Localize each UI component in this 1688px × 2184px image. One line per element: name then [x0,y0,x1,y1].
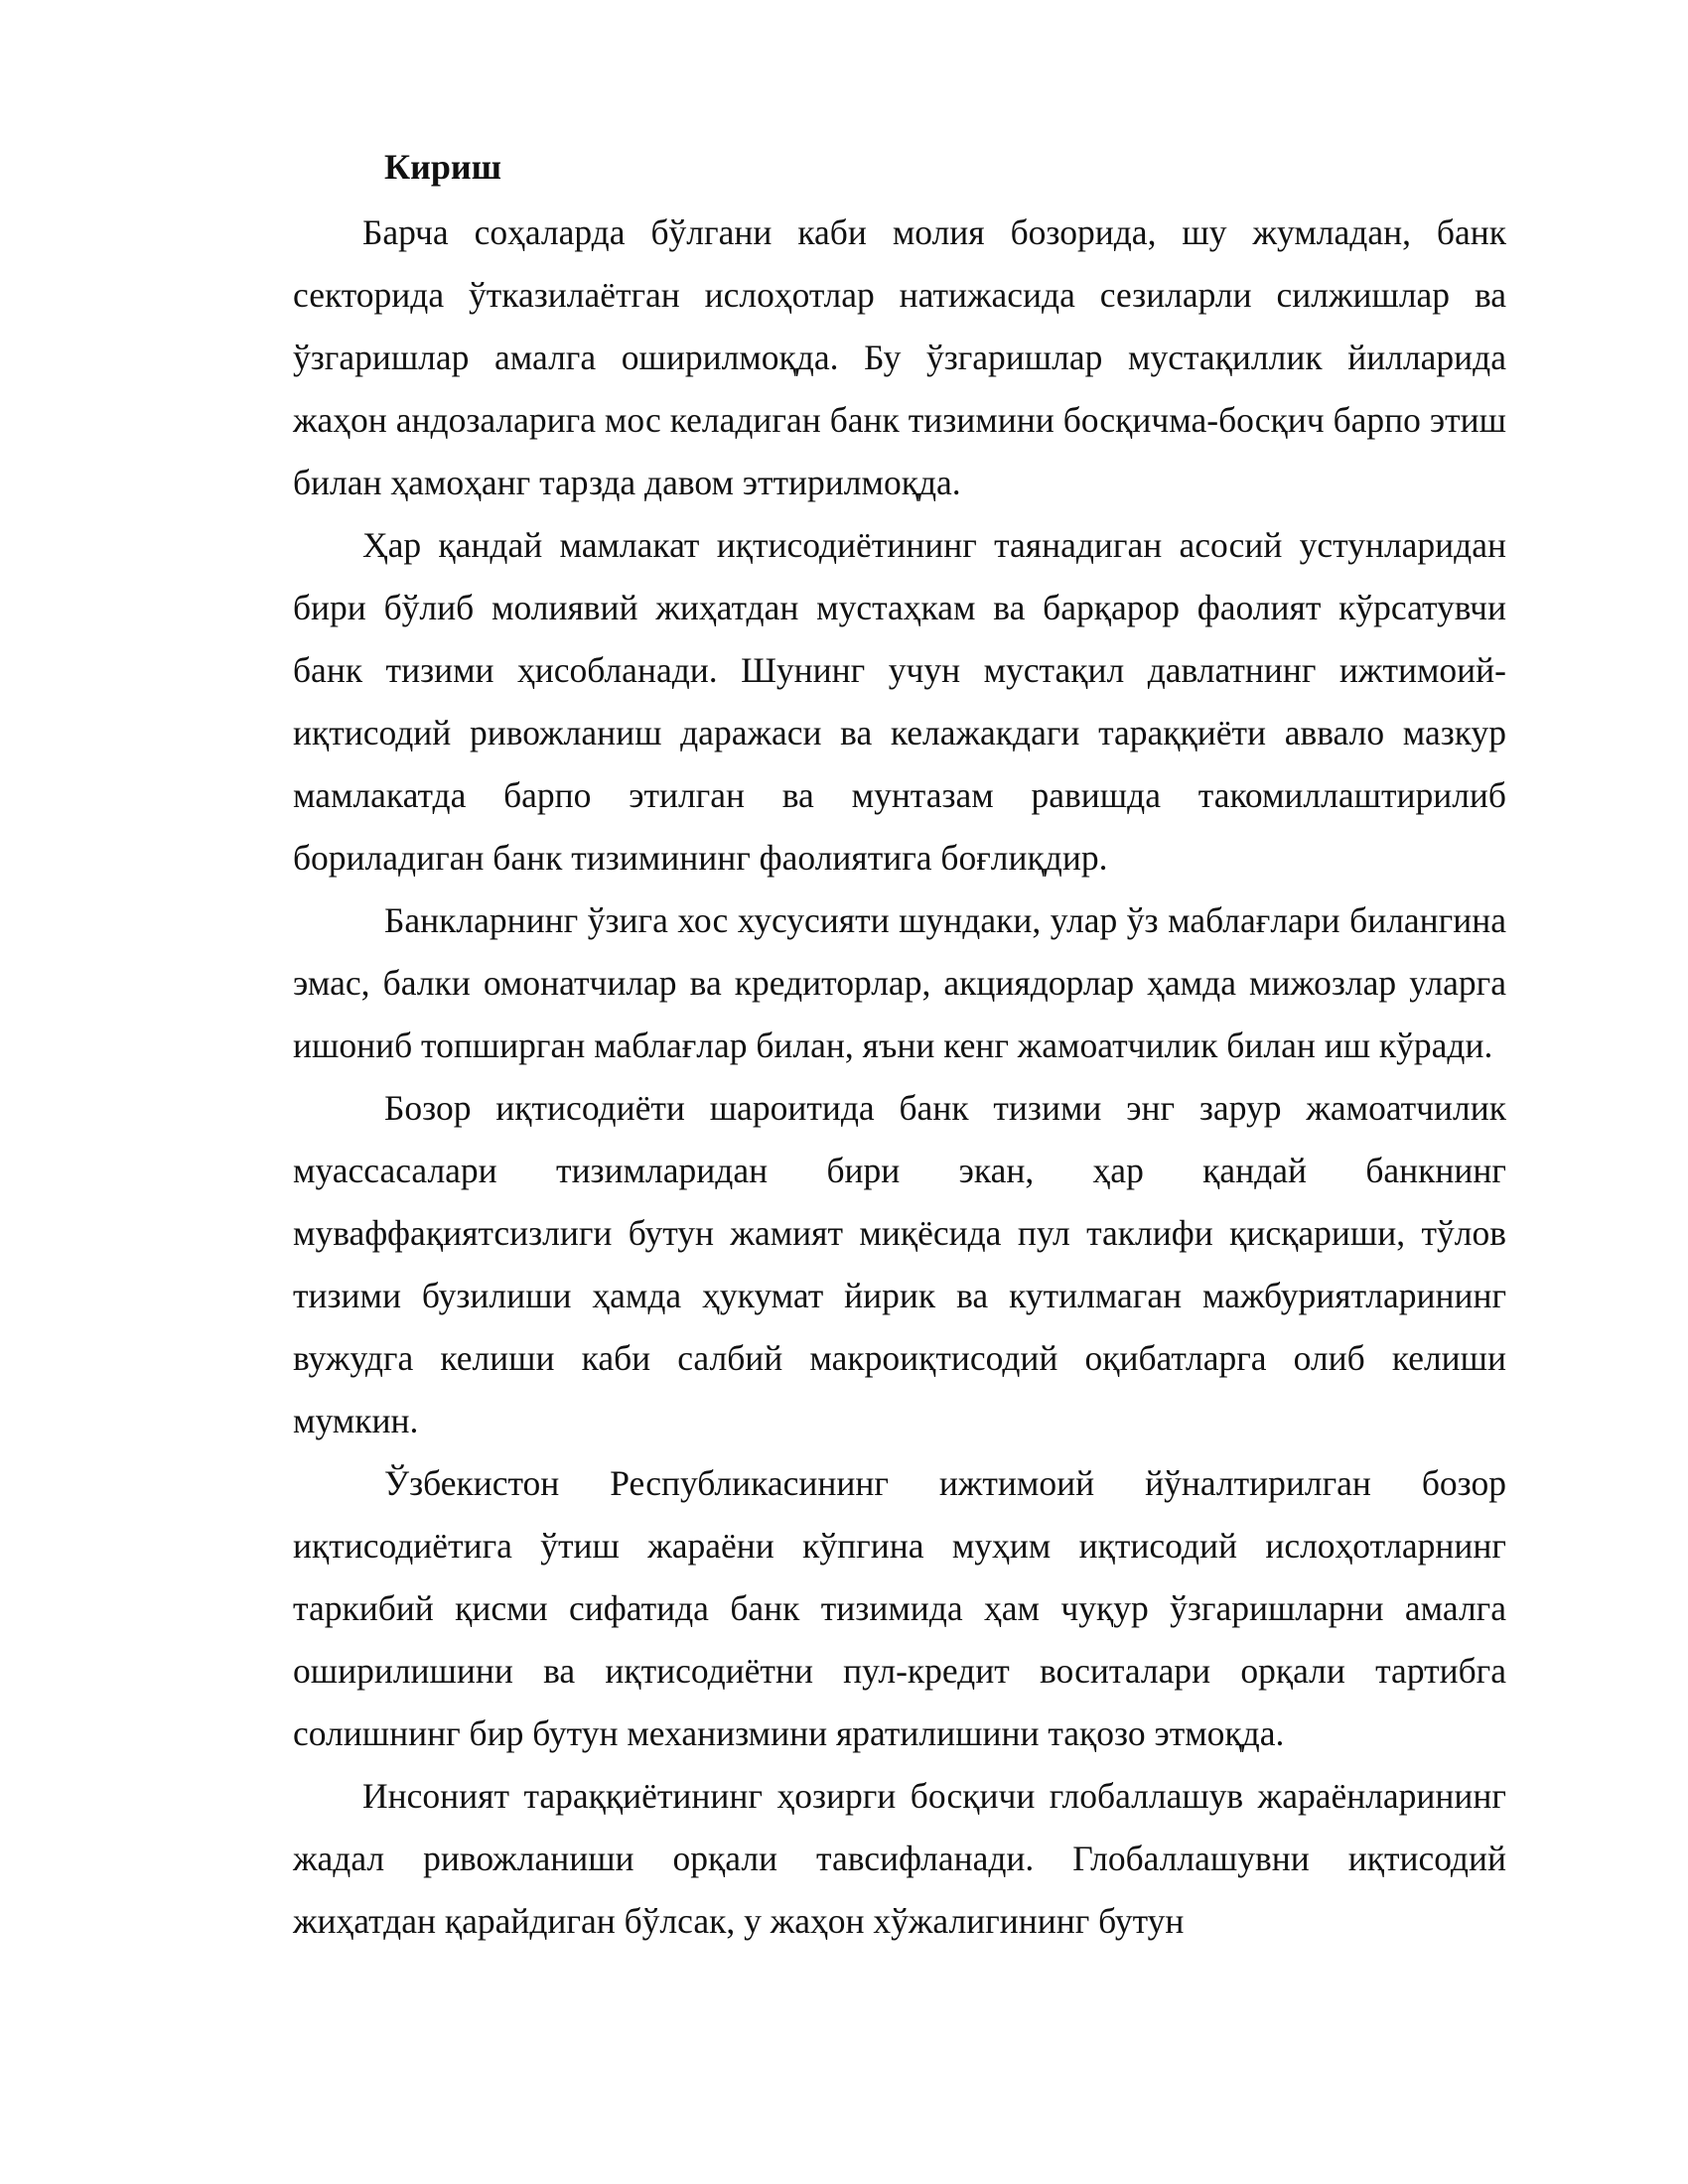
paragraph-5: Ўзбекистон Республикасининг ижтимоий йўналтирилган бозор иқтисодиётига ўтиш жараёни кўпгина муҳим иқтисодий ислоҳотларнинг таркибий қисми сифатида банк тизимида ҳам чуқур ўзгаришларни амалга оширилишини ва иқтисодиётни пул-кредит воситалари орқали тартибга солишнинг бир бутун механизмини яратилишини тақозо этмоқда. [293,1463,1506,1753]
page-title: Кириш [384,147,502,187]
paragraph-3: Банкларнинг ўзига хос хусусияти шундаки, улар ўз маблағлари билангина эмас, балки омонатчилар ва кредиторлар, акциядорлар ҳамда мижозлар уларга ишониб топширган маблағлар билан, яъни кенг жамоатчилик билан иш кўради. [293,900,1506,1065]
paragraph-2: Ҳар қандай мамлакат иқтисодиётининг таянадиган асосий устунларидан бири бўлиб молиявий жиҳатдан мустаҳкам ва барқарор фаолият кўрсатувчи банк тизими ҳисобланади. Шунинг учун мустақил давлатнинг ижтимоий-иқтисодий ривожланиш даражаси ва келажакдаги тараққиёти аввало мазкур мамлакатда барпо этилган ва мунтазам равишда такомиллаштирилиб бориладиган банк тизимининг фаолиятига боғлиқдир. [293,525,1506,878]
paragraph-1: Барча соҳаларда бўлгани каби молия бозорида, шу жумладан, банк секторида ўтказилаётган ислоҳотлар натижасида сезиларли силжишлар ва ўзгаришлар амалга оширилмоқда. Бу ўзгаришлар мустақиллик йилларида жаҳон андозаларига мос келадиган банк тизимини босқичма-босқич барпо этиш билан ҳамоҳанг тарзда давом эттирилмоқда. [293,212,1506,502]
paragraph-6: Инсоният тараққиётининг ҳозирги босқичи глобаллашув жараёнларининг жадал ривожланиши орқали тавсифланади. Глобаллашувни иқтисодий жиҳатдан қарайдиган бўлсак, у жаҳон хўжалигининг бутун [293,1776,1506,1941]
document-body [293,202,1506,1953]
paragraph-4: Бозор иқтисодиёти шароитида банк тизими энг зарур жамоатчилик муассасалари тизимларидан бири экан, ҳар қандай банкнинг муваффақиятсизлиги бутун жамият миқёсида пул таклифи қисқариши, тўлов тизими бузилиши ҳамда ҳукумат йирик ва кутилмаган мажбуриятларининг вужудга келиши каби салбий макроиқтисодий оқибатларга олиб келиши мумкин. [293,1088,1506,1440]
